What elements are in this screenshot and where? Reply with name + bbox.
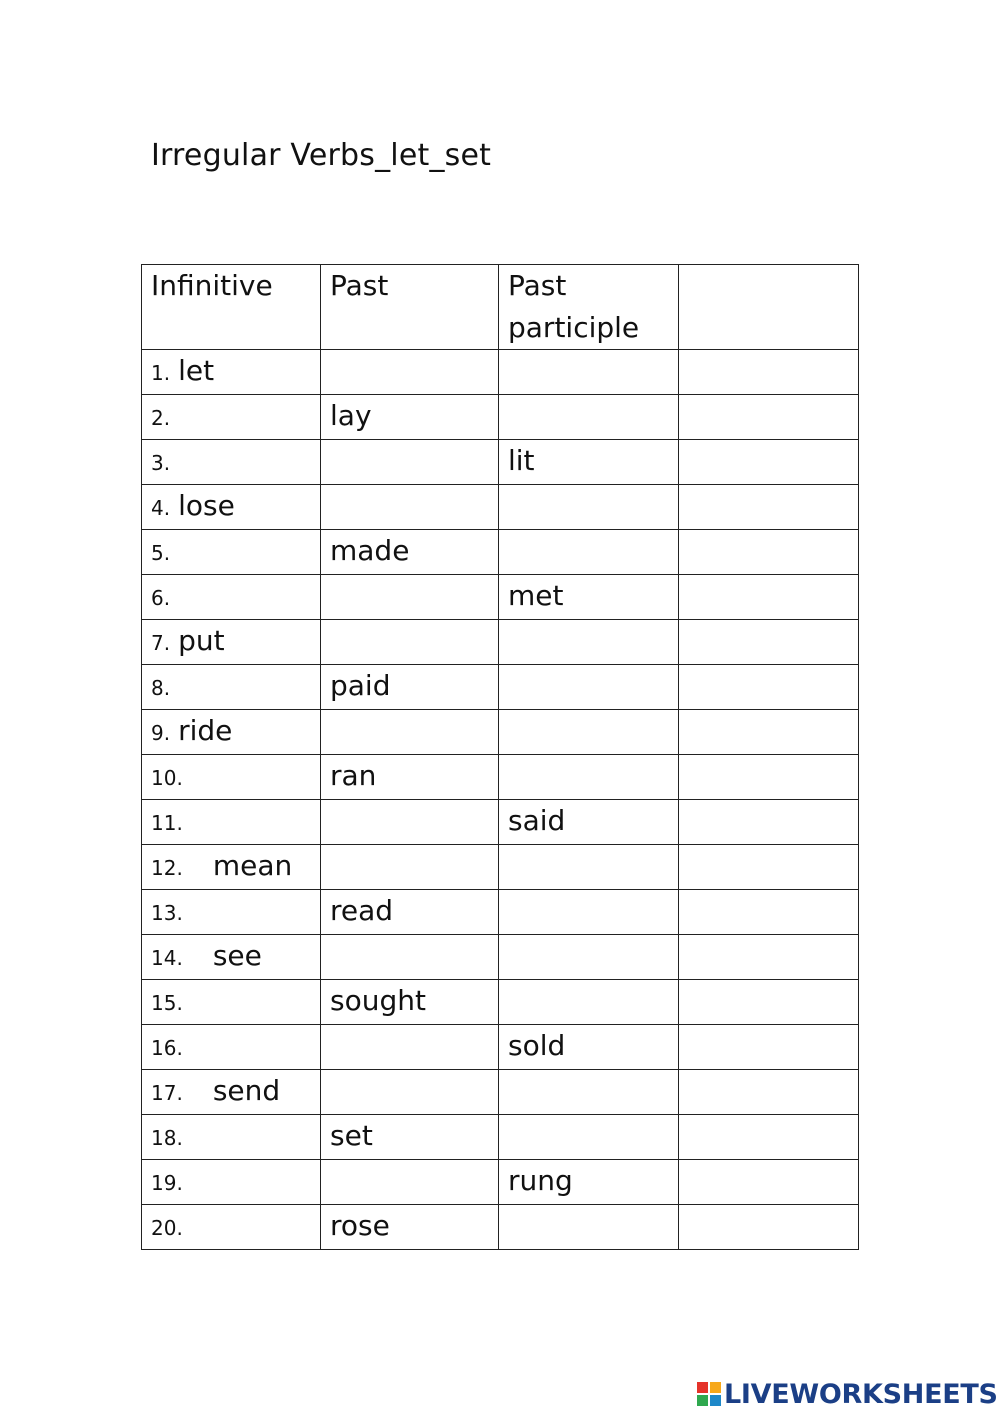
row-number: 3. (151, 451, 171, 475)
cell-infinitive[interactable] (142, 710, 321, 755)
header-past-participle: Past participle (499, 265, 679, 350)
cell-past-participle[interactable] (499, 935, 679, 980)
cell-past-participle[interactable] (499, 710, 679, 755)
cell-past-participle[interactable] (499, 845, 679, 890)
cell-infinitive[interactable] (142, 440, 321, 485)
cell-past[interactable] (321, 800, 499, 845)
cell-infinitive[interactable] (142, 1205, 321, 1250)
cell-past-participle[interactable] (499, 485, 679, 530)
table-row (142, 845, 859, 890)
cell-infinitive[interactable] (142, 890, 321, 935)
table-row (142, 620, 859, 665)
cell-extra[interactable] (679, 1115, 859, 1160)
cell-infinitive[interactable] (142, 530, 321, 575)
row-number: 11. (151, 811, 183, 835)
table-row (142, 1205, 859, 1250)
infinitive-text: lose (178, 489, 235, 522)
cell-past-participle[interactable] (499, 620, 679, 665)
cell-extra[interactable] (679, 755, 859, 800)
infinitive-text: put (178, 624, 225, 657)
cell-infinitive[interactable] (142, 1115, 321, 1160)
cell-past-participle[interactable] (499, 1115, 679, 1160)
cell-past-participle[interactable] (499, 350, 679, 395)
cell-extra[interactable] (679, 935, 859, 980)
cell-past[interactable] (321, 440, 499, 485)
cell-past[interactable] (321, 710, 499, 755)
logo-square-blue (710, 1395, 721, 1406)
cell-past-participle[interactable] (499, 530, 679, 575)
table-row (142, 395, 859, 440)
cell-past-participle[interactable] (499, 755, 679, 800)
infinitive-text: send (212, 1074, 281, 1107)
cell-past-participle[interactable]: rung (499, 1160, 679, 1205)
verbs-table (141, 264, 859, 1250)
cell-past[interactable] (321, 1160, 499, 1205)
cell-extra[interactable] (679, 530, 859, 575)
cell-past[interactable] (321, 1070, 499, 1115)
cell-extra[interactable] (679, 665, 859, 710)
table-header-row (142, 265, 859, 350)
table-row (142, 1070, 859, 1115)
cell-past-participle[interactable] (499, 890, 679, 935)
cell-past[interactable]: rose (321, 1205, 499, 1250)
cell-past-participle[interactable] (499, 1205, 679, 1250)
cell-extra[interactable] (679, 845, 859, 890)
row-number: 13. (151, 901, 183, 925)
cell-past-participle[interactable]: said (499, 800, 679, 845)
cell-infinitive[interactable] (142, 395, 321, 440)
infinitive-text: ride (178, 714, 233, 747)
cell-extra[interactable] (679, 1070, 859, 1115)
cell-extra[interactable] (679, 1160, 859, 1205)
cell-past[interactable]: paid (321, 665, 499, 710)
cell-past-participle[interactable] (499, 395, 679, 440)
table-row (142, 980, 859, 1025)
table-row (142, 665, 859, 710)
row-number: 16. (151, 1036, 183, 1060)
table-row (142, 1115, 859, 1160)
row-number: 6. (151, 586, 171, 610)
infinitive-text: mean (212, 849, 293, 882)
cell-past-participle[interactable] (499, 980, 679, 1025)
table-row (142, 530, 859, 575)
row-number: 18. (151, 1126, 183, 1150)
row-number: 2. (151, 406, 171, 430)
row-number: 15. (151, 991, 183, 1015)
header-infinitive: Infinitive (142, 265, 321, 350)
cell-infinitive[interactable] (142, 1025, 321, 1070)
table-row (142, 350, 859, 395)
row-number: 10. (151, 766, 183, 790)
cell-infinitive[interactable] (142, 980, 321, 1025)
row-number: 12. (151, 856, 183, 880)
table-row (142, 1025, 859, 1070)
cell-infinitive[interactable] (142, 1160, 321, 1205)
verbs-table-body (142, 350, 859, 1250)
cell-extra[interactable] (679, 890, 859, 935)
row-number: 9. (151, 721, 171, 745)
cell-past[interactable]: made (321, 530, 499, 575)
logo-square-red (697, 1382, 708, 1393)
cell-past[interactable] (321, 485, 499, 530)
row-number: 19. (151, 1171, 183, 1195)
cell-extra[interactable] (679, 485, 859, 530)
cell-past[interactable] (321, 935, 499, 980)
table-row (142, 935, 859, 980)
header-past: Past (321, 265, 499, 350)
liveworksheets-logo (697, 1379, 998, 1409)
cell-extra[interactable] (679, 710, 859, 755)
cell-extra[interactable] (679, 980, 859, 1025)
row-number: 20. (151, 1216, 183, 1240)
cell-extra[interactable] (679, 800, 859, 845)
cell-infinitive[interactable] (142, 1070, 321, 1115)
cell-past[interactable]: read (321, 890, 499, 935)
header-extra (679, 265, 859, 350)
row-number: 8. (151, 676, 171, 700)
cell-infinitive[interactable] (142, 845, 321, 890)
cell-past[interactable] (321, 1025, 499, 1070)
table-row (142, 710, 859, 755)
liveworksheets-logo-mark-icon (697, 1382, 721, 1406)
cell-past[interactable] (321, 350, 499, 395)
cell-infinitive[interactable] (142, 485, 321, 530)
cell-past-participle[interactable] (499, 1070, 679, 1115)
cell-past-participle[interactable] (499, 665, 679, 710)
worksheet-title: Irregular Verbs_let_set (151, 138, 492, 173)
cell-past-participle[interactable]: lit (499, 440, 679, 485)
table-row (142, 575, 859, 620)
cell-infinitive[interactable] (142, 800, 321, 845)
cell-infinitive[interactable] (142, 935, 321, 980)
cell-past[interactable]: set (321, 1115, 499, 1160)
cell-past[interactable] (321, 620, 499, 665)
table-row (142, 890, 859, 935)
table-row (142, 485, 859, 530)
cell-infinitive[interactable] (142, 575, 321, 620)
cell-extra[interactable] (679, 1205, 859, 1250)
cell-past-participle[interactable]: met (499, 575, 679, 620)
cell-infinitive[interactable] (142, 350, 321, 395)
logo-square-green (697, 1395, 708, 1406)
cell-past[interactable]: sought (321, 980, 499, 1025)
table-row (142, 800, 859, 845)
infinitive-text: let (178, 354, 215, 387)
cell-past[interactable] (321, 845, 499, 890)
row-number: 4. (151, 496, 171, 520)
row-number: 17. (151, 1081, 183, 1105)
row-number: 7. (151, 631, 171, 655)
cell-past[interactable]: lay (321, 395, 499, 440)
infinitive-text: see (212, 939, 262, 972)
row-number: 14. (151, 946, 183, 970)
logo-text: LIVEWORKSHEETS (724, 1378, 998, 1410)
logo-square-yellow (710, 1382, 721, 1393)
cell-extra[interactable] (679, 395, 859, 440)
cell-past[interactable] (321, 575, 499, 620)
table-row (142, 1160, 859, 1205)
cell-past-participle[interactable]: sold (499, 1025, 679, 1070)
cell-extra[interactable] (679, 350, 859, 395)
cell-infinitive[interactable] (142, 665, 321, 710)
cell-infinitive[interactable] (142, 620, 321, 665)
cell-past[interactable]: ran (321, 755, 499, 800)
row-number: 5. (151, 541, 171, 565)
cell-extra[interactable] (679, 620, 859, 665)
cell-extra[interactable] (679, 1025, 859, 1070)
cell-extra[interactable] (679, 440, 859, 485)
cell-infinitive[interactable] (142, 755, 321, 800)
table-row (142, 755, 859, 800)
cell-extra[interactable] (679, 575, 859, 620)
row-number: 1. (151, 361, 171, 385)
table-row (142, 440, 859, 485)
